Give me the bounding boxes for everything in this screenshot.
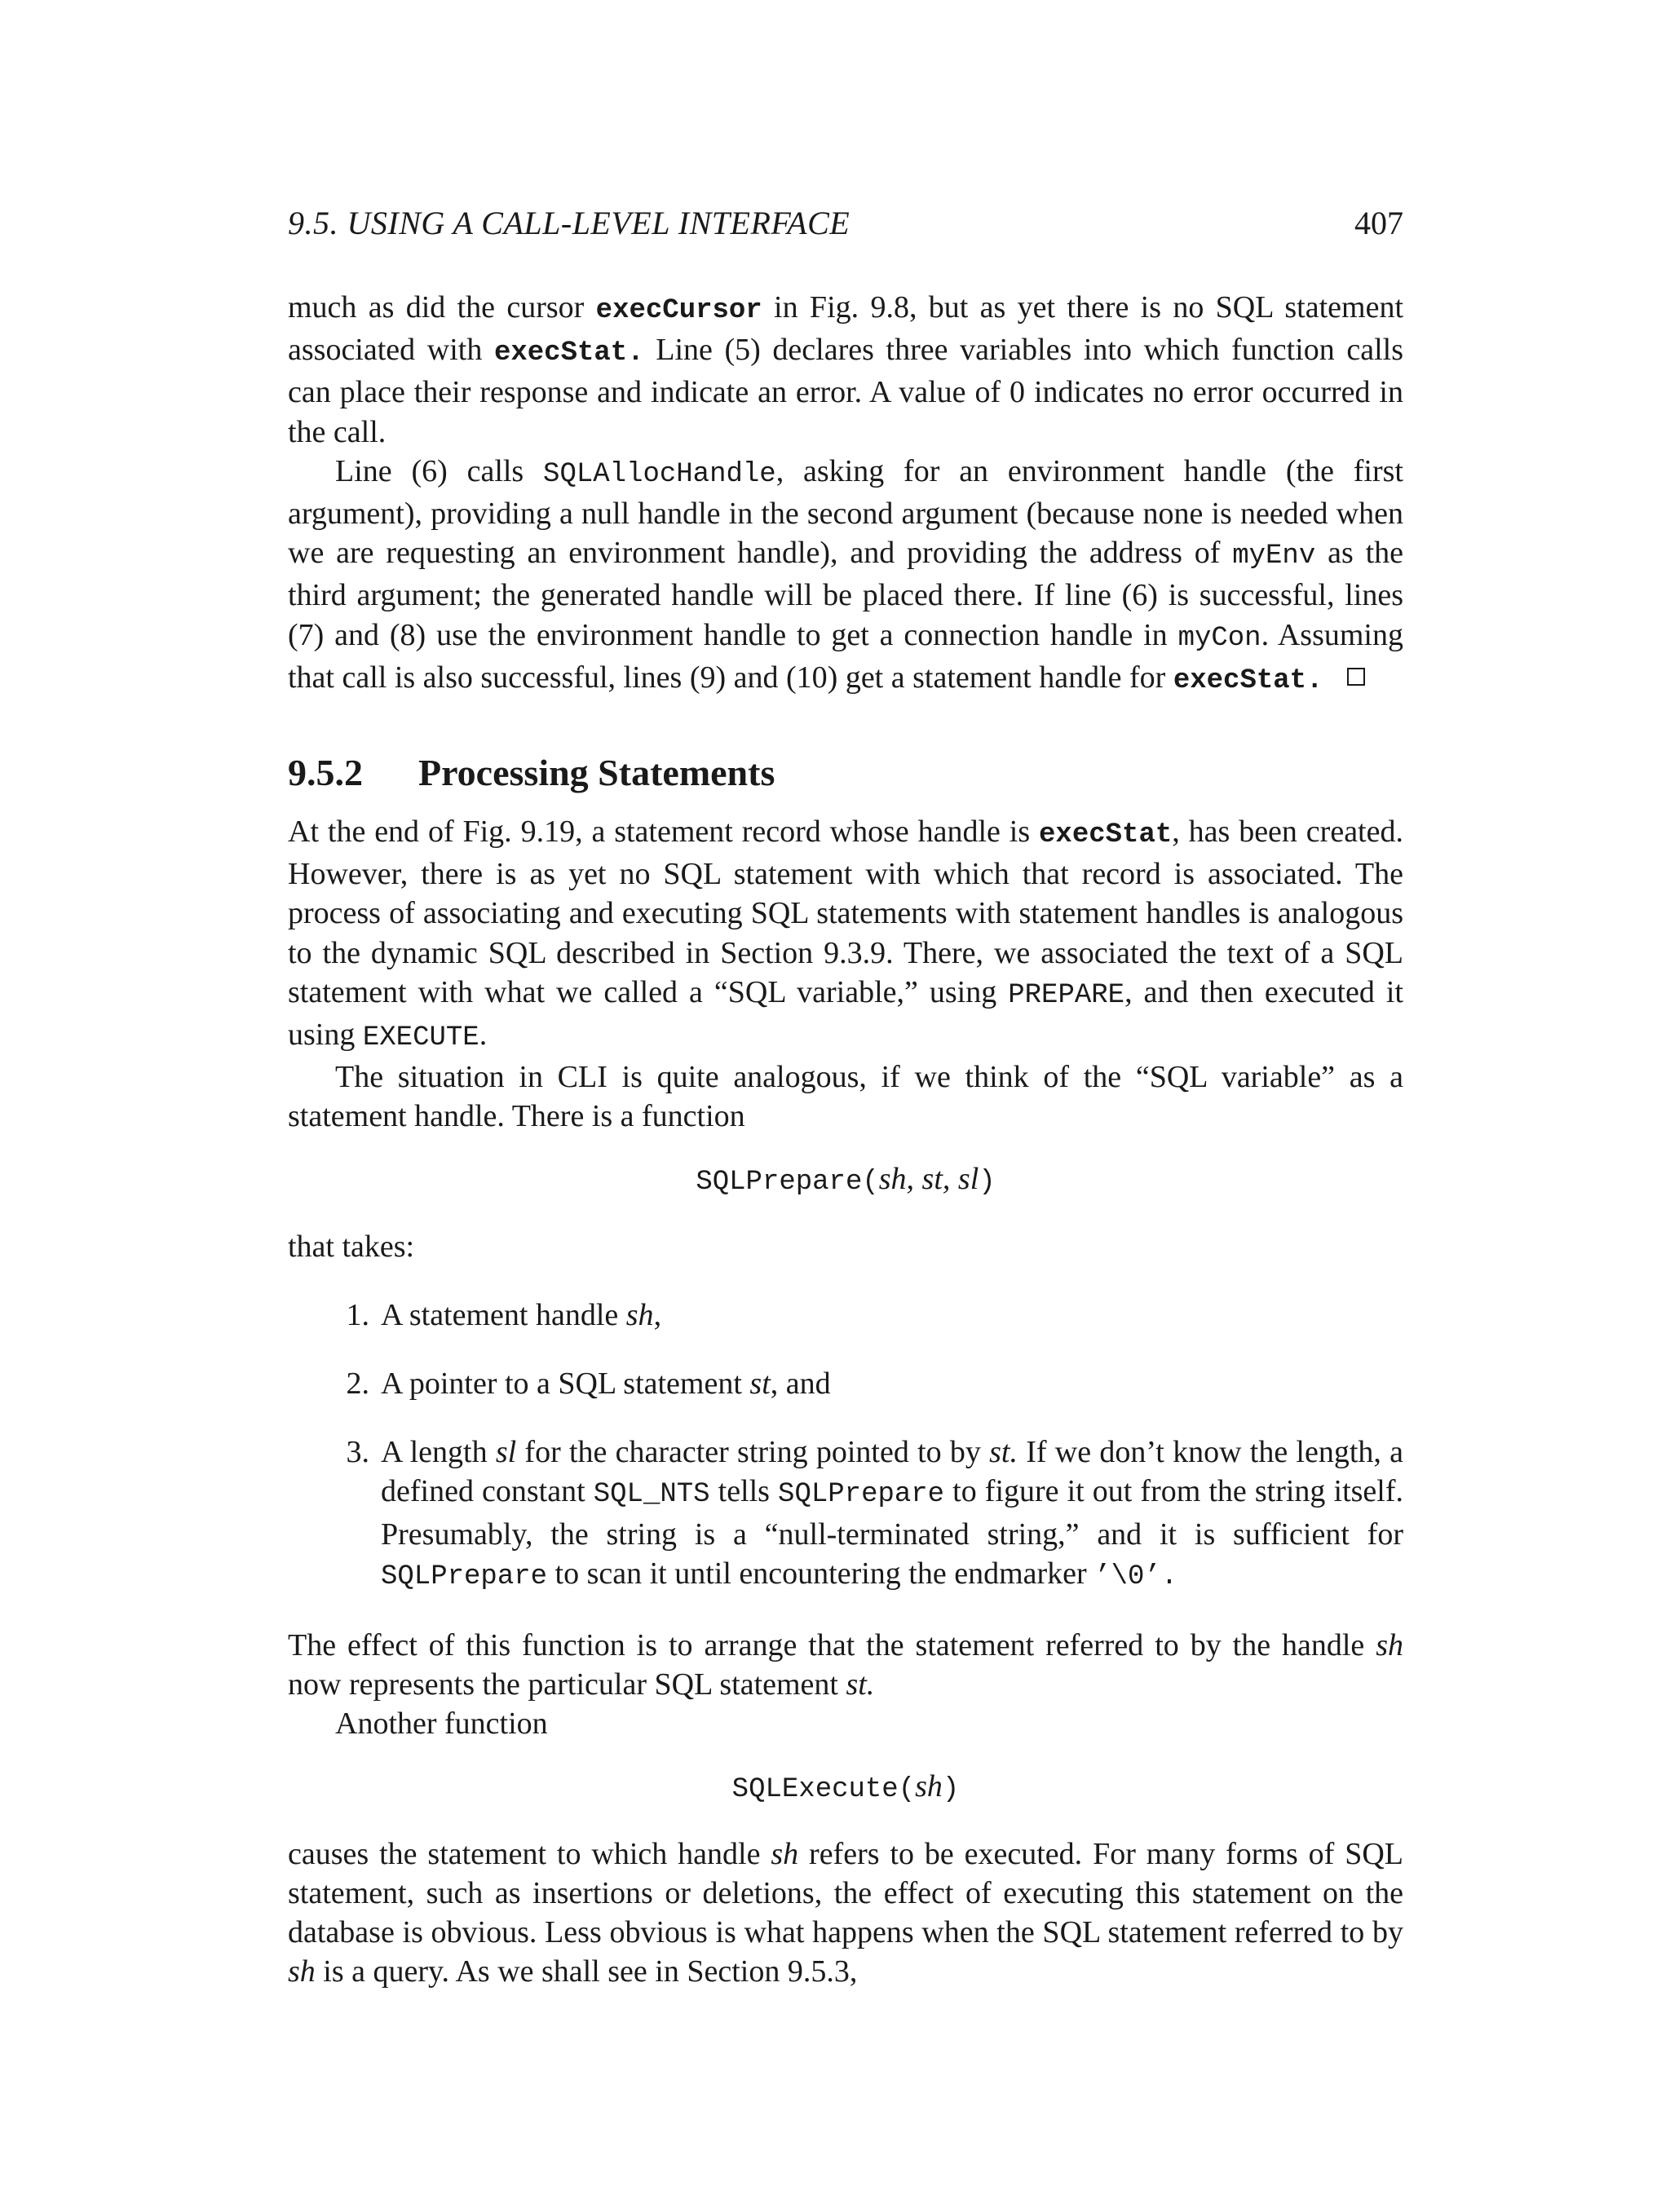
code-sqlallochandle: SQLAllocHandle [543,458,776,490]
code-myenv: myEnv [1232,541,1316,572]
paragraph-7: Another function [335,1706,548,1742]
paragraph-3 [288,812,1403,1057]
list-item [288,1433,1403,1596]
text-run: for the character string pointed to by [516,1435,990,1470]
text-run: much as did the cursor [288,290,596,325]
math-var: st [749,1366,771,1402]
paragraph-2 [288,452,1403,700]
code-sqlprepare: SQLPrepare [778,1479,945,1511]
math-var: sh [771,1836,799,1871]
display-sqlprepare [288,1161,1403,1198]
function-close: ) [942,1773,960,1805]
code-execcursor: execCursor [595,295,762,326]
list-item-body [381,1433,1403,1596]
list-number: 2. [346,1366,369,1402]
section-number: 9.5.2 [288,752,363,794]
text-run: refers to be executed. For many forms of SQL statement, such as insertions or deletions, the effect of executing this statement on the database is obvious. Less obvious is what happens when the SQL statement referred to by [288,1836,1403,1950]
text-run: , and then executed it using [288,974,1403,1053]
code-prepare: PREPARE [1008,979,1125,1011]
text-run: A length [381,1435,496,1470]
math-var: sh [288,1954,316,1989]
section-heading [288,751,1403,794]
text-run: tells [709,1474,779,1509]
paragraph-6 [288,1626,1403,1704]
math-var: st. [846,1667,875,1702]
argument-list [288,1296,1403,1596]
math-var: sl [495,1435,517,1470]
paragraph-5: that takes: [288,1229,415,1264]
code-execstat: execStat. [493,338,644,369]
text-run: At the end of Fig. 9.19, a statement record whose handle is [288,815,1040,850]
function-close: ) [979,1166,996,1198]
list-item [288,1296,1403,1335]
text-run: . [479,1018,488,1053]
function-args: sh, st, sl [878,1161,979,1196]
text-run: to scan it until encountering the endmarker [547,1556,1095,1591]
code-endmarker: ’\0’. [1094,1561,1178,1592]
math-var: st. [989,1435,1018,1470]
math-var: sh [1376,1628,1403,1663]
display-sqlexecute [288,1768,1403,1805]
running-title: 9.5. USING A CALL-LEVEL INTERFACE [288,205,850,241]
function-name: SQLPrepare( [696,1166,879,1198]
code-mycon: myCon [1177,622,1261,654]
running-head [288,204,1403,242]
code-execute: EXECUTE [362,1022,479,1054]
function-args: sh [915,1768,943,1804]
text-run: , [653,1297,662,1332]
text-run: The effect of this function is to arrange that the statement referred to by the handle [288,1628,1376,1663]
text-run: to figure it out from the string itself. Presumably, the string is a “null-terminated string,” and it is sufficient for [381,1474,1403,1552]
end-of-proof-icon [1347,668,1365,686]
text-run: . Assuming that call is also successful, lines (9) and (10) get a statement handle for [288,617,1403,695]
book-page [288,204,1403,1992]
text-run: A pointer to a SQL statement [381,1366,750,1402]
code-execstat: execStat. [1173,664,1323,696]
text-run: now represents the particular SQL statement [288,1667,846,1702]
text-run: Line (6) calls [335,453,544,488]
code-execstat: execStat [1039,819,1173,851]
math-var: sh [625,1297,654,1332]
text-run: If we don’t know the length, a defined constant [381,1435,1404,1509]
text-run: , and [770,1366,831,1402]
text-run: A statement handle [381,1297,626,1332]
section-title: Processing Statements [418,752,775,794]
code-sqlprepare: SQLPrepare [381,1561,548,1592]
list-item [288,1364,1403,1403]
text-run: as the third argument; the generated handle will be placed there. If line (6) is successful, lines (7) and (8) use the environment handle to get a connection handle in [288,536,1403,652]
text-run: is a query. As we shall see in Section 9.5.3, [315,1954,858,1989]
page-number: 407 [1354,205,1403,241]
list-number: 1. [346,1297,369,1332]
list-item-body [381,1296,1403,1335]
paragraph-1 [288,288,1403,452]
function-name: SQLExecute( [731,1773,916,1805]
text-run: causes the statement to which handle [288,1836,771,1871]
list-item-body [381,1364,1403,1403]
code-sql-nts: SQL_NTS [593,1479,710,1511]
text-run: Line (5) declares three variables into which function calls can place their response and indicate an error. A value of 0 indicates no error occurred in the call. [288,333,1403,449]
paragraph-8 [288,1835,1403,1992]
text-run: , has been created. However, there is as yet no SQL statement with which that record is associated. The process of associating and executing SQL statements with statement handles is analogous to the dynamic SQL described in Section 9.3.9. There, we associated the text of a SQL statement with what we called a “SQL variable,” using [288,815,1403,1009]
text-run: in Fig. 9.8, but as yet there is no SQL statement associated with [288,290,1403,368]
text-run: , asking for an environment handle (the first argument), providing a null handle in the second argument (because none is needed when we are requesting an environment handle), and providing the address of [288,453,1403,571]
paragraph-4: The situation in CLI is quite analogous, if we think of the “SQL variable” as a statement handle. There is a function [288,1060,1403,1134]
list-number: 3. [346,1435,369,1470]
